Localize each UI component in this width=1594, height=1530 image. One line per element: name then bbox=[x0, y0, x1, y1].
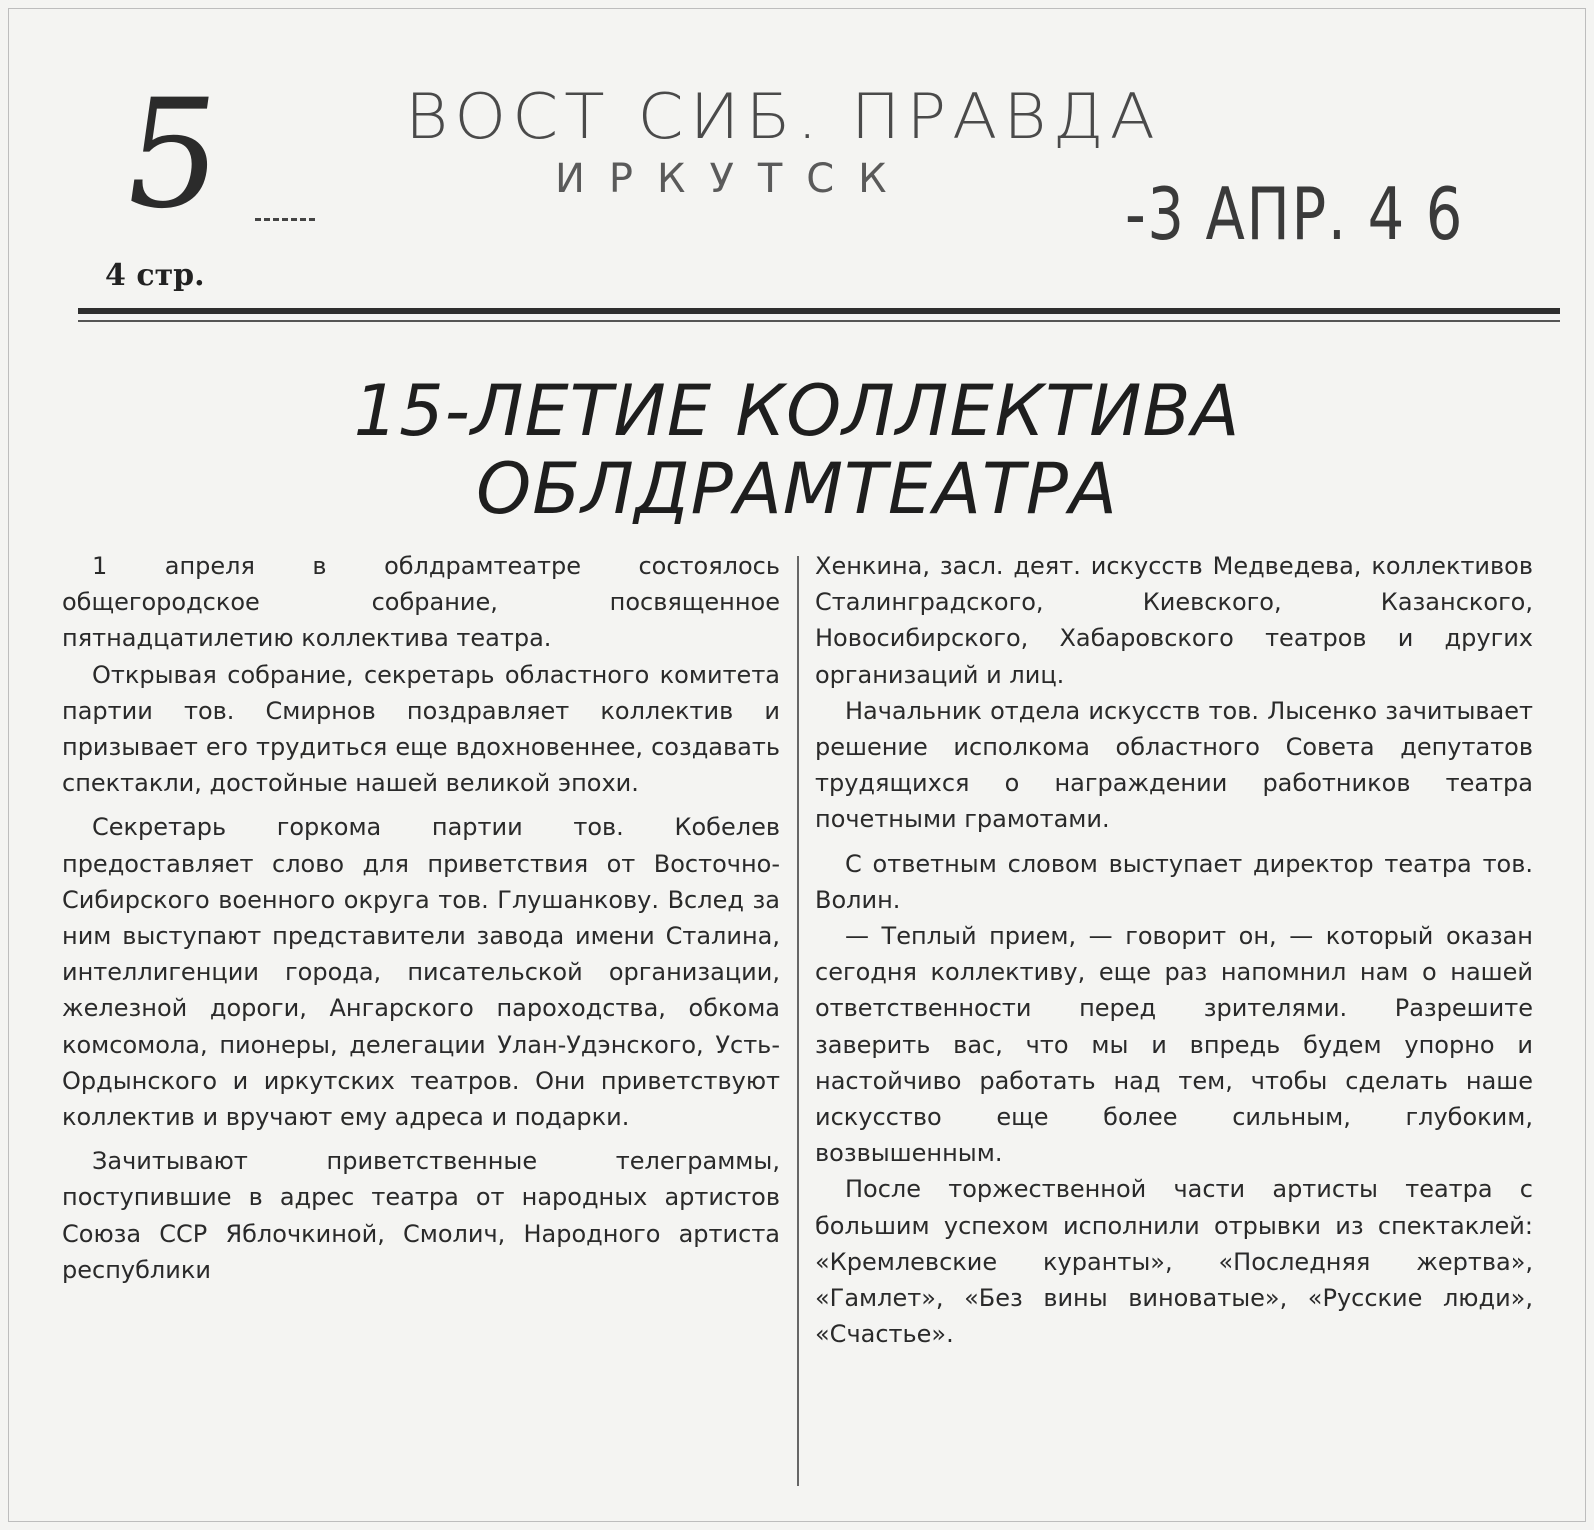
header-rule bbox=[78, 308, 1560, 314]
paragraph: Секретарь горкома партии тов. Кобелев предоставляет слово для приветствия от Восточно-Сибирского военного округа тов. Глушанкову. Вслед за ним выступают представители завода имени Сталина, интеллигенции города, писательской организации, железной дороги, Ангарского пароходства, обкома комсомола, пионеры, делегации Улан-Удэнского, Усть-Ордынского и иркутских театров. Они приветствуют коллектив и вручают ему адреса и подарки. bbox=[62, 813, 780, 1132]
headline-line-1: 15-ЛЕТИЕ КОЛЛЕКТИВА bbox=[353, 370, 1241, 452]
article-headline bbox=[0, 372, 1594, 528]
header-rule-thin bbox=[78, 320, 1560, 322]
paragraph: С ответным словом выступает директор театра тов. Волин. bbox=[815, 849, 1533, 914]
paragraph: После торжественной части артисты театра с большим успехом исполнили отрывки из спектаклей: «Кремлевские куранты», «Последняя жертва», «Гамлет», «Без вины виноватые», «Русские люди», «Счастье». bbox=[815, 1175, 1533, 1349]
page-label: 4 стр. bbox=[105, 258, 205, 293]
column-divider bbox=[797, 556, 799, 1486]
stamp-city: ИРКУТСК bbox=[555, 156, 911, 202]
stamp-newspaper-name: ВОСТ СИБ. ПРАВДА bbox=[405, 79, 1161, 154]
handwritten-page-number: 5 bbox=[112, 68, 233, 242]
paragraph: — Теплый прием, — говорит он, — который оказан сегодня коллективу, еще раз напомнил нам о нашей ответственности перед зрителями. Разрешите заверить вас, что мы и впредь будем упорно и настойчиво работать над тем, чтобы сделать наше искусство еще более сильным, глубоким, возвышенным. bbox=[815, 922, 1533, 1168]
headline-line-2: ОБЛДРАМТЕАТРА bbox=[476, 448, 1118, 530]
article-left-column bbox=[62, 548, 780, 1288]
stamp-date: -3 АПР. 4 6 bbox=[1125, 172, 1465, 256]
paragraph: Зачитывают приветственные телеграммы, поступившие в адрес театра от народных артистов Союза ССР Яблочкиной, Смолич, Народного артиста республики bbox=[62, 1147, 780, 1284]
article-right-column bbox=[815, 548, 1533, 1352]
paragraph: Начальник отдела искусств тов. Лысенко зачитывает решение исполкома областного Совета депутатов трудящихся о награждении работников театра почетными грамотами. bbox=[815, 696, 1533, 834]
handwritten-dash bbox=[255, 218, 315, 221]
paragraph: Хенкина, засл. деят. искусств Медведева, коллективов Сталинградского, Киевского, Казанского, Новосибирского, Хабаровского театров и других организаций и лиц. bbox=[815, 552, 1533, 689]
paragraph: Открывая собрание, секретарь областного комитета партии тов. Смирнов поздравляет коллектив и призывает его трудиться еще вдохновеннее, создавать спектакли, достойные нашей великой эпохи. bbox=[62, 660, 780, 798]
paragraph: 1 апреля в облдрамтеатре состоялось общегородское собрание, посвященное пятнадцатилетию коллектива театра. bbox=[62, 552, 780, 653]
